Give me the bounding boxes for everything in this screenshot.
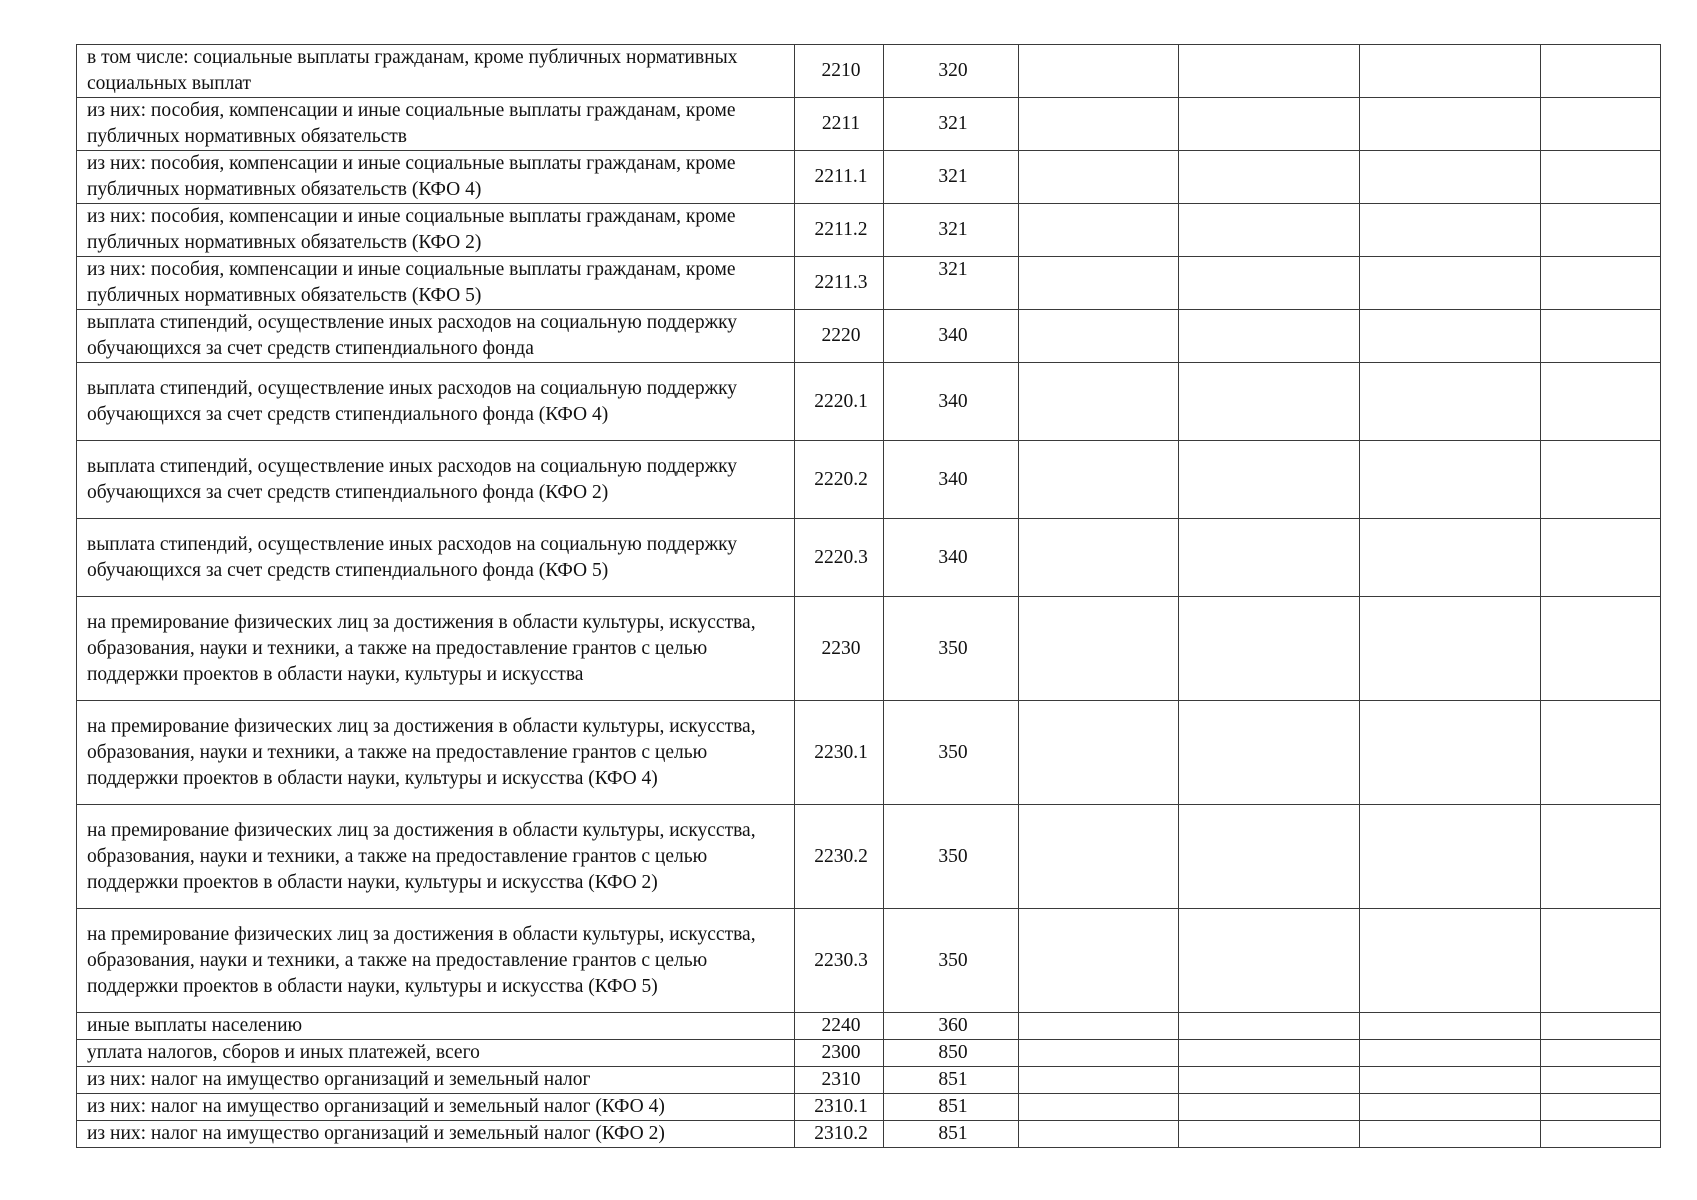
amount-cell <box>1019 98 1179 151</box>
amount-cell <box>1179 257 1360 310</box>
table-row <box>77 1067 1661 1094</box>
table-row <box>77 441 1661 519</box>
row-description: в том числе: социальные выплаты гражданам, кроме публичных нормативных социальных выплат <box>77 45 795 98</box>
amount-cell <box>1541 441 1661 519</box>
row-description: на премирование физических лиц за достижения в области культуры, искусства, образования, науки и техники, а также на предоставление грантов с целью поддержки проектов в области науки, культуры и искусства (КФО 2) <box>77 805 795 909</box>
row-kosgu-code: 850 <box>884 1040 1019 1067</box>
row-description: выплата стипендий, осуществление иных расходов на социальную поддержку обучающихся за счет средств стипендиального фонда (КФО 2) <box>77 441 795 519</box>
amount-cell <box>1541 909 1661 1013</box>
amount-cell <box>1541 597 1661 701</box>
amount-cell <box>1360 151 1541 204</box>
amount-cell <box>1360 1013 1541 1040</box>
amount-cell <box>1541 519 1661 597</box>
amount-cell <box>1019 1094 1179 1121</box>
table-body <box>77 45 1661 1148</box>
row-description: из них: пособия, компенсации и иные социальные выплаты гражданам, кроме публичных нормативных обязательств <box>77 98 795 151</box>
row-kosgu-code: 321 <box>884 204 1019 257</box>
amount-cell <box>1360 257 1541 310</box>
table-row <box>77 45 1661 98</box>
row-description: на премирование физических лиц за достижения в области культуры, искусства, образования, науки и техники, а также на предоставление грантов с целью поддержки проектов в области науки, культуры и искусства (КФО 5) <box>77 909 795 1013</box>
amount-cell <box>1360 519 1541 597</box>
table-row <box>77 1040 1661 1067</box>
amount-cell <box>1541 98 1661 151</box>
amount-cell <box>1019 1121 1179 1148</box>
amount-cell <box>1019 1013 1179 1040</box>
table-row <box>77 363 1661 441</box>
row-code: 2240 <box>795 1013 884 1040</box>
amount-cell <box>1179 1067 1360 1094</box>
table-row <box>77 204 1661 257</box>
row-description: из них: пособия, компенсации и иные социальные выплаты гражданам, кроме публичных нормативных обязательств (КФО 2) <box>77 204 795 257</box>
amount-cell <box>1360 204 1541 257</box>
amount-cell <box>1179 1013 1360 1040</box>
table-row <box>77 98 1661 151</box>
amount-cell <box>1179 701 1360 805</box>
amount-cell <box>1019 363 1179 441</box>
row-code: 2230 <box>795 597 884 701</box>
row-code: 2300 <box>795 1040 884 1067</box>
amount-cell <box>1360 597 1541 701</box>
amount-cell <box>1360 909 1541 1013</box>
amount-cell <box>1179 597 1360 701</box>
amount-cell <box>1179 1040 1360 1067</box>
amount-cell <box>1541 45 1661 98</box>
row-kosgu-code: 321 <box>884 151 1019 204</box>
row-code: 2211.2 <box>795 204 884 257</box>
amount-cell <box>1360 310 1541 363</box>
amount-cell <box>1179 441 1360 519</box>
amount-cell <box>1019 204 1179 257</box>
row-code: 2220.2 <box>795 441 884 519</box>
row-kosgu-code: 350 <box>884 909 1019 1013</box>
row-kosgu-code: 340 <box>884 519 1019 597</box>
table-row <box>77 909 1661 1013</box>
amount-cell <box>1360 701 1541 805</box>
amount-cell <box>1179 204 1360 257</box>
table-row <box>77 1121 1661 1148</box>
amount-cell <box>1360 441 1541 519</box>
table-row <box>77 310 1661 363</box>
amount-cell <box>1360 1094 1541 1121</box>
row-kosgu-code: 350 <box>884 701 1019 805</box>
row-code: 2310 <box>795 1067 884 1094</box>
amount-cell <box>1360 98 1541 151</box>
amount-cell <box>1360 805 1541 909</box>
row-kosgu-code: 350 <box>884 805 1019 909</box>
amount-cell <box>1179 519 1360 597</box>
row-description: выплата стипендий, осуществление иных расходов на социальную поддержку обучающихся за счет средств стипендиального фонда (КФО 4) <box>77 363 795 441</box>
amount-cell <box>1179 1094 1360 1121</box>
amount-cell <box>1541 204 1661 257</box>
table-row <box>77 1013 1661 1040</box>
table-row <box>77 597 1661 701</box>
row-code: 2211 <box>795 98 884 151</box>
amount-cell <box>1019 310 1179 363</box>
amount-cell <box>1541 1094 1661 1121</box>
amount-cell <box>1179 909 1360 1013</box>
row-code: 2211.1 <box>795 151 884 204</box>
amount-cell <box>1019 1040 1179 1067</box>
row-code: 2211.3 <box>795 257 884 310</box>
amount-cell <box>1541 1067 1661 1094</box>
row-kosgu-code: 321 <box>884 257 1019 310</box>
table-row <box>77 1094 1661 1121</box>
amount-cell <box>1179 151 1360 204</box>
row-kosgu-code: 350 <box>884 597 1019 701</box>
amount-cell <box>1019 45 1179 98</box>
amount-cell <box>1019 257 1179 310</box>
row-description: на премирование физических лиц за достижения в области культуры, искусства, образования, науки и техники, а также на предоставление грантов с целью поддержки проектов в области науки, культуры и искусства <box>77 597 795 701</box>
amount-cell <box>1541 151 1661 204</box>
amount-cell <box>1360 363 1541 441</box>
amount-cell <box>1541 363 1661 441</box>
amount-cell <box>1179 805 1360 909</box>
amount-cell <box>1360 45 1541 98</box>
row-description: из них: налог на имущество организаций и земельный налог (КФО 4) <box>77 1094 795 1121</box>
amount-cell <box>1360 1121 1541 1148</box>
financial-plan-table <box>76 44 1661 1148</box>
row-code: 2230.1 <box>795 701 884 805</box>
amount-cell <box>1019 805 1179 909</box>
amount-cell <box>1019 151 1179 204</box>
row-code: 2310.1 <box>795 1094 884 1121</box>
table-row <box>77 519 1661 597</box>
amount-cell <box>1541 805 1661 909</box>
amount-cell <box>1360 1067 1541 1094</box>
amount-cell <box>1360 1040 1541 1067</box>
table-row <box>77 151 1661 204</box>
table-row <box>77 701 1661 805</box>
row-code: 2220.3 <box>795 519 884 597</box>
amount-cell <box>1179 363 1360 441</box>
amount-cell <box>1019 597 1179 701</box>
amount-cell <box>1019 909 1179 1013</box>
row-code: 2220 <box>795 310 884 363</box>
row-description: выплата стипендий, осуществление иных расходов на социальную поддержку обучающихся за счет средств стипендиального фонда <box>77 310 795 363</box>
row-description: иные выплаты населению <box>77 1013 795 1040</box>
amount-cell <box>1179 1121 1360 1148</box>
amount-cell <box>1541 257 1661 310</box>
amount-cell <box>1019 441 1179 519</box>
amount-cell <box>1179 45 1360 98</box>
row-kosgu-code: 851 <box>884 1121 1019 1148</box>
table-row <box>77 257 1661 310</box>
row-kosgu-code: 320 <box>884 45 1019 98</box>
amount-cell <box>1541 1013 1661 1040</box>
row-description: из них: налог на имущество организаций и земельный налог (КФО 2) <box>77 1121 795 1148</box>
row-kosgu-code: 340 <box>884 310 1019 363</box>
row-code: 2210 <box>795 45 884 98</box>
row-kosgu-code: 851 <box>884 1067 1019 1094</box>
row-description: уплата налогов, сборов и иных платежей, всего <box>77 1040 795 1067</box>
amount-cell <box>1541 310 1661 363</box>
amount-cell <box>1541 1040 1661 1067</box>
amount-cell <box>1541 701 1661 805</box>
amount-cell <box>1019 701 1179 805</box>
row-description: на премирование физических лиц за достижения в области культуры, искусства, образования, науки и техники, а также на предоставление грантов с целью поддержки проектов в области науки, культуры и искусства (КФО 4) <box>77 701 795 805</box>
amount-cell <box>1019 1067 1179 1094</box>
row-kosgu-code: 340 <box>884 363 1019 441</box>
row-description: из них: пособия, компенсации и иные социальные выплаты гражданам, кроме публичных нормативных обязательств (КФО 5) <box>77 257 795 310</box>
amount-cell <box>1019 519 1179 597</box>
row-kosgu-code: 321 <box>884 98 1019 151</box>
row-kosgu-code: 340 <box>884 441 1019 519</box>
row-description: из них: налог на имущество организаций и земельный налог <box>77 1067 795 1094</box>
amount-cell <box>1541 1121 1661 1148</box>
row-code: 2230.3 <box>795 909 884 1013</box>
document-sheet <box>76 44 1660 1148</box>
amount-cell <box>1179 98 1360 151</box>
table-row <box>77 805 1661 909</box>
row-kosgu-code: 360 <box>884 1013 1019 1040</box>
row-description: из них: пособия, компенсации и иные социальные выплаты гражданам, кроме публичных нормативных обязательств (КФО 4) <box>77 151 795 204</box>
row-description: выплата стипендий, осуществление иных расходов на социальную поддержку обучающихся за счет средств стипендиального фонда (КФО 5) <box>77 519 795 597</box>
row-kosgu-code: 851 <box>884 1094 1019 1121</box>
amount-cell <box>1179 310 1360 363</box>
row-code: 2310.2 <box>795 1121 884 1148</box>
row-code: 2230.2 <box>795 805 884 909</box>
row-code: 2220.1 <box>795 363 884 441</box>
